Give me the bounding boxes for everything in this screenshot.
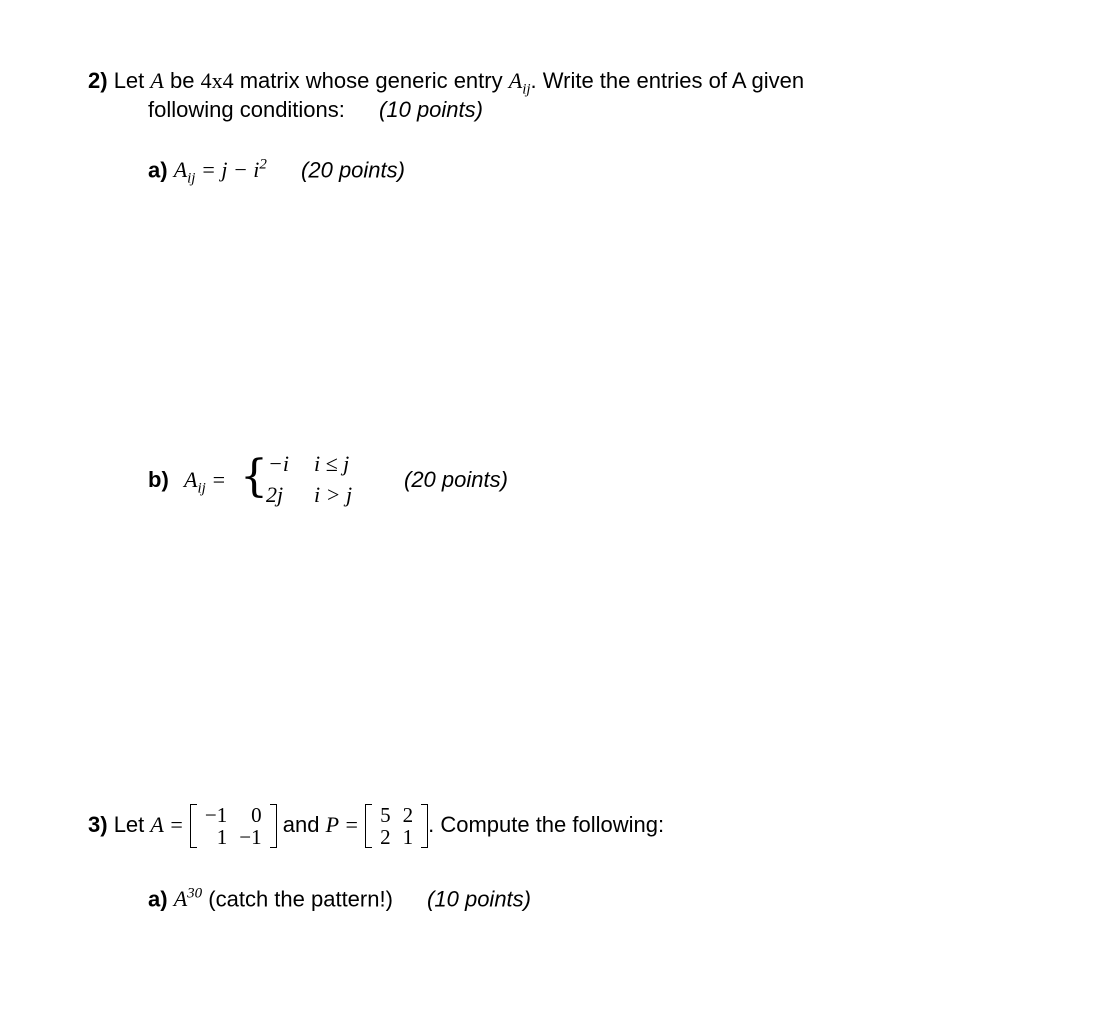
q2-text: Let: [113, 68, 145, 93]
case2-value: 2j: [266, 482, 284, 507]
matrix-cell: 0: [251, 803, 262, 828]
lhs: A: [173, 157, 188, 183]
matrix-cell: 2: [380, 825, 391, 850]
q3-text: Let: [113, 812, 145, 837]
left-brace: {: [240, 451, 268, 502]
matrix-cell: 2: [402, 803, 414, 828]
q2-text: following conditions:: [148, 97, 345, 122]
power-exp: 30: [187, 886, 203, 902]
matrix-cell: −1: [239, 825, 262, 850]
matrix-A: [190, 804, 277, 848]
eq: =: [211, 467, 227, 492]
q3a: [148, 881, 531, 912]
lhs-sub: ij: [197, 480, 206, 497]
matrix-cell: 5: [380, 803, 391, 828]
math-formula: [173, 157, 267, 187]
q2-text: matrix whose generic entry: [239, 68, 503, 93]
math-var: A: [150, 68, 164, 93]
math-A-eq: A =: [150, 812, 184, 837]
q2-line2: [148, 97, 483, 123]
q2-number: 2): [88, 68, 108, 93]
case1-value: −i: [268, 451, 289, 476]
lhs-sub: ij: [187, 170, 196, 187]
points-label: (10 points): [379, 97, 483, 122]
power-base: A: [173, 886, 188, 912]
q3-line1: [88, 798, 664, 852]
case2-condition: i > j: [314, 482, 353, 507]
math-entry: [508, 68, 531, 98]
q3-number: 3): [88, 812, 108, 837]
math-size: 4x4: [200, 68, 234, 93]
lhs: A: [184, 467, 198, 492]
points-label: (10 points): [427, 886, 531, 912]
q2-text: . Write the entries of A given: [530, 68, 805, 93]
math-P-eq: P =: [325, 812, 359, 837]
rhs-sup: 2: [259, 157, 267, 173]
math-power: [174, 886, 202, 911]
q3-text: . Compute the following:: [428, 812, 665, 837]
points-label: (20 points): [301, 157, 405, 183]
rhs: = j − i: [200, 157, 260, 183]
math-lhs: [184, 467, 226, 497]
points-label: (20 points): [404, 467, 508, 492]
entry-base: A: [508, 68, 523, 93]
part-label: a): [148, 157, 168, 183]
q3-text: and: [282, 812, 320, 837]
matrix-cell: 1: [402, 825, 414, 850]
matrix-cell: −1: [204, 803, 228, 828]
q2-text: be: [169, 68, 195, 93]
part-label: b): [148, 467, 169, 492]
part-label: a): [148, 886, 168, 912]
q3a-text: (catch the pattern!): [208, 886, 393, 912]
case1-condition: i ≤ j: [314, 451, 350, 476]
matrix-P: [365, 804, 428, 848]
q2a: [148, 152, 405, 192]
matrix-cell: 1: [216, 825, 228, 850]
entry-sub: ij: [522, 81, 531, 98]
